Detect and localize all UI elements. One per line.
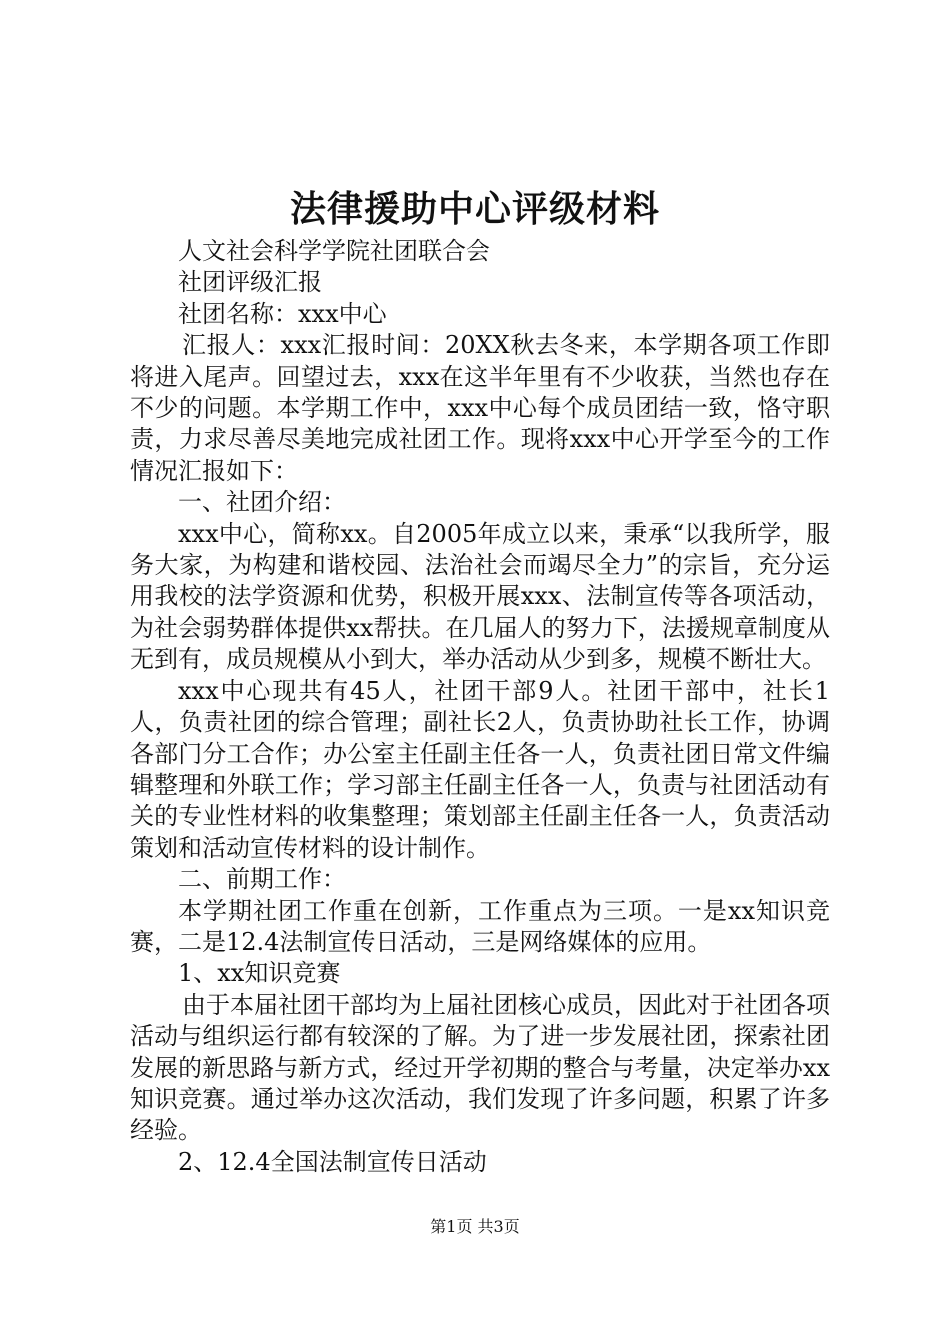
paragraph-quiz: 由于本届社团干部均为上届社团核心成员，因此对于社团各项活动与组织运行都有较深的了解。为了进一步发展社团，探索社团发展的新思路与新方式，经过开学初期的整合与考量，决定举办xx知识竞赛。通过举办这次活动，我们发现了许多问题，积累了许多经验。 [130, 990, 830, 1145]
paragraph-report-type: 社团评级汇报 [178, 268, 322, 297]
paragraph-members: xxx中心现共有45人，社团干部9人。社团干部中，社长1人，负责社团的综合管理；副社长2人，负责协助社长工作，协调各部门分工合作；办公室主任副主任各一人，负责社团日常文件编辑整理和外联工作；学习部主任副主任各一人，负责与社团活动有关的专业性材料的收集整理；策划部主任副主任各一人，负责活动策划和活动宣传材料的设计制作。 [130, 676, 830, 862]
paragraph-intro: 汇报人：xxx汇报时间：20XX秋去冬来，本学期各项工作即将进入尾声。回望过去，xxx在这半年里有不少收获，当然也存在不少的问题。本学期工作中，xxx中心每个成员团结一致，恪守职责，力求尽善尽美地完成社团工作。现将xxx中心开学至今的工作情况汇报如下： [130, 331, 830, 485]
paragraph-work-focus: 本学期社团工作重在创新，工作重点为三项。一是xx知识竞赛，二是12.4法制宣传日活动，三是网络媒体的应用。 [130, 896, 830, 956]
subheading-1: 1、xx知识竞赛 [178, 959, 341, 988]
document-title: 法律援助中心评级材料 [289, 188, 660, 230]
paragraph-club-intro: xxx中心，简称xx。自2005年成立以来，秉承“以我所学，服务大家，为构建和谐校园、法治社会而竭尽全力”的宗旨，充分运用我校的法学资源和优势，积极开展xxx、法制宣传等各项活动，为社会弱势群体提供xx帮扶。在几届人的努力下，法援规章制度从无到有，成员规模从小到大，举办活动从少到多，规模不断壮大。 [130, 519, 830, 674]
paragraph-club-name: 社团名称：xxx中心 [178, 299, 387, 328]
section-heading-2: 二、前期工作： [178, 865, 346, 894]
section-heading-1: 一、社团介绍： [178, 488, 346, 517]
document-body [130, 236, 830, 1178]
subheading-2: 2、12.4全国法制宣传日活动 [178, 1147, 487, 1176]
paragraph-org: 人文社会科学学院社团联合会 [178, 237, 490, 265]
page-footer: 第1页 共3页 [430, 1217, 520, 1236]
